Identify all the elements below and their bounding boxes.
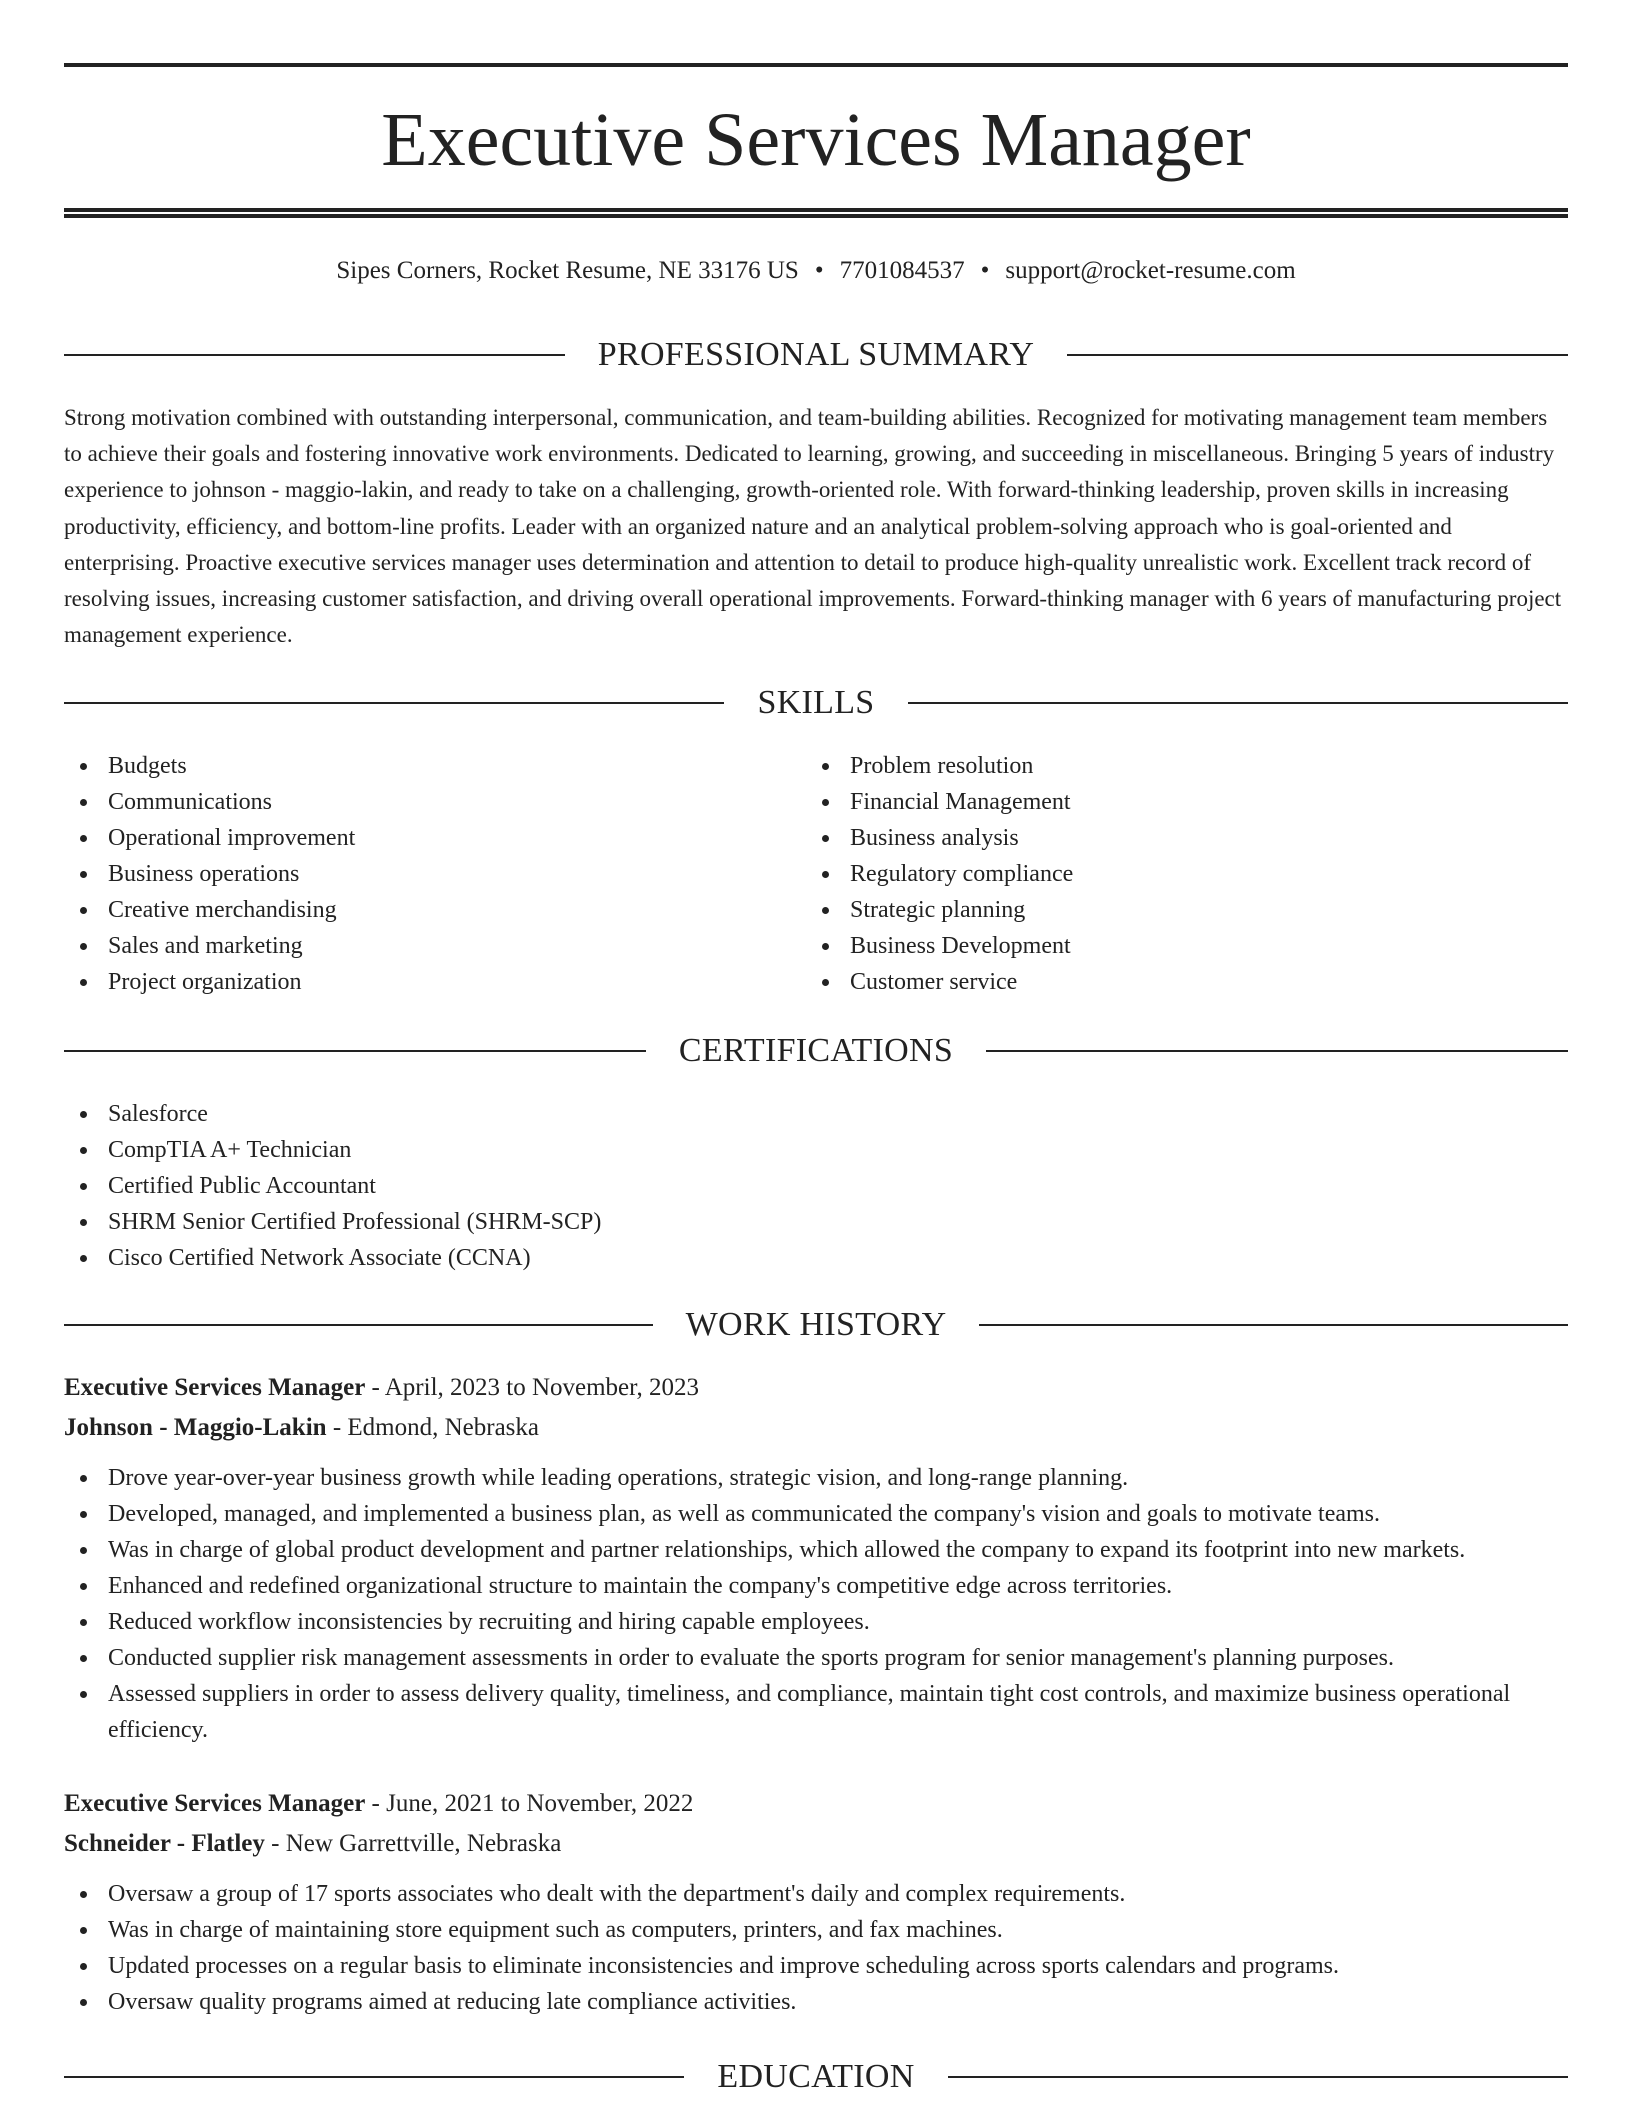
contact-separator: • [814, 257, 824, 284]
job-bullets [64, 1460, 1568, 1748]
job-company-line [64, 1408, 1568, 1448]
list-item: Communications [64, 784, 806, 820]
job-title-line [64, 1784, 1568, 1824]
contact-line [64, 254, 1568, 288]
list-item: Creative merchandising [64, 892, 806, 928]
skills-column-right [806, 748, 1548, 1000]
skills-list [64, 748, 1568, 1000]
heading-rule-left [64, 354, 565, 356]
section-heading-summary [64, 333, 1568, 377]
section-heading-skills [64, 681, 1568, 725]
section-heading-education [64, 2055, 1568, 2099]
section-title: EDUCATION [717, 2058, 915, 2095]
heading-rule-right [948, 2076, 1568, 2078]
job-bullets [64, 1876, 1568, 2020]
list-item: Regulatory compliance [806, 856, 1548, 892]
job-entry [64, 1784, 1568, 2020]
job-location: - New Garrettville, Nebraska [264, 1830, 562, 1857]
list-item: Conducted supplier risk management assessments in order to evaluate the sports program for senior management's planning purposes. [64, 1640, 1568, 1676]
heading-rule-right [1067, 354, 1568, 356]
section-title: PROFESSIONAL SUMMARY [597, 336, 1035, 373]
job-dates: - April, 2023 to November, 2023 [365, 1374, 699, 1401]
resume-title: Executive Services Manager [381, 98, 1251, 182]
contact-phone: 7701084537 [839, 257, 965, 284]
list-item: Oversaw a group of 17 sports associates who dealt with the department's daily and complex requirements. [64, 1876, 1568, 1912]
list-item: Business analysis [806, 820, 1548, 856]
job-title: Executive Services Manager [64, 1790, 366, 1817]
certifications-list [64, 1096, 1568, 1276]
job-company: Johnson - Maggio-Lakin [64, 1414, 327, 1441]
contact-email: support@rocket-resume.com [1005, 257, 1296, 284]
heading-rule-right [979, 1324, 1568, 1326]
summary-text: Strong motivation combined with outstanding interpersonal, communication, and team-building abilities. Recognized for motivating management team members to achieve their goals and fostering innovative work environments. Dedicated to learning, growing, and succeeding in miscellaneous. Bringing 5 years of industry experience to johnson - maggio-lakin, and ready to take on a challenging, growth-oriented role. With forward-thinking leadership, proven skills in increasing productivity, efficiency, and bottom-line profits. Leader with an organized nature and an analytical problem-solving approach who is goal-oriented and enterprising. Proactive executive services manager uses determination and attention to detail to produce high-quality unrealistic work. Excellent track record of resolving issues, increasing customer satisfaction, and driving overall operational improvements. Forward-thinking manager with 6 years of manufacturing project management experience. [64, 405, 1562, 648]
list-item: Customer service [806, 964, 1548, 1000]
list-item: Financial Management [806, 784, 1548, 820]
job-company-line [64, 1824, 1568, 1864]
contact-address: Sipes Corners, Rocket Resume, NE 33176 US [336, 257, 799, 284]
job-dates: - June, 2021 to November, 2022 [365, 1790, 694, 1817]
list-item: Strategic planning [806, 892, 1548, 928]
list-item: Salesforce [64, 1096, 1568, 1132]
list-item: Developed, managed, and implemented a business plan, as well as communicated the company's vision and goals to motivate teams. [64, 1496, 1568, 1532]
list-item: Was in charge of global product development and partner relationships, which allowed the company to expand its footprint into new markets. [64, 1532, 1568, 1568]
list-item: Reduced workflow inconsistencies by recruiting and hiring capable employees. [64, 1604, 1568, 1640]
list-item: Operational improvement [64, 820, 806, 856]
list-item: Certified Public Accountant [64, 1168, 1568, 1204]
heading-rule-left [64, 1324, 653, 1326]
section-heading-work-history [64, 1303, 1568, 1347]
list-item: Cisco Certified Network Associate (CCNA) [64, 1240, 1568, 1276]
list-item: Oversaw quality programs aimed at reducing late compliance activities. [64, 1984, 1568, 2020]
heading-rule-left [64, 702, 724, 704]
skills-column-left [64, 748, 806, 1000]
list-item: Drove year-over-year business growth while leading operations, strategic vision, and long-range planning. [64, 1460, 1568, 1496]
section-title: WORK HISTORY [685, 1306, 947, 1343]
list-item: Assessed suppliers in order to assess delivery quality, timeliness, and compliance, maintain tight cost controls, and maximize business operational efficiency. [64, 1676, 1568, 1748]
header-double-rule [64, 208, 1568, 218]
list-item: Was in charge of maintaining store equipment such as computers, printers, and fax machines. [64, 1912, 1568, 1948]
heading-rule-left [64, 2076, 684, 2078]
section-title: CERTIFICATIONS [678, 1032, 954, 1069]
contact-separator: • [980, 257, 990, 284]
header-top-rule [64, 63, 1568, 67]
list-item: Budgets [64, 748, 806, 784]
list-item: Project organization [64, 964, 806, 1000]
job-title: Executive Services Manager [64, 1374, 366, 1401]
section-heading-certifications [64, 1029, 1568, 1073]
heading-rule-right [986, 1050, 1568, 1052]
list-item: SHRM Senior Certified Professional (SHRM-SCP) [64, 1204, 1568, 1240]
heading-rule-right [908, 702, 1568, 704]
list-item: Enhanced and redefined organizational structure to maintain the company's competitive edge across territories. [64, 1568, 1568, 1604]
job-entry [64, 1368, 1568, 1748]
heading-rule-left [64, 1050, 646, 1052]
job-title-line [64, 1368, 1568, 1408]
list-item: Sales and marketing [64, 928, 806, 964]
list-item: Business operations [64, 856, 806, 892]
list-item: Business Development [806, 928, 1548, 964]
list-item: CompTIA A+ Technician [64, 1132, 1568, 1168]
job-company: Schneider - Flatley [64, 1830, 265, 1857]
list-item: Problem resolution [806, 748, 1548, 784]
list-item: Updated processes on a regular basis to eliminate inconsistencies and improve scheduling across sports calendars and programs. [64, 1948, 1568, 1984]
job-location: - Edmond, Nebraska [326, 1414, 540, 1441]
section-title: SKILLS [757, 684, 875, 721]
